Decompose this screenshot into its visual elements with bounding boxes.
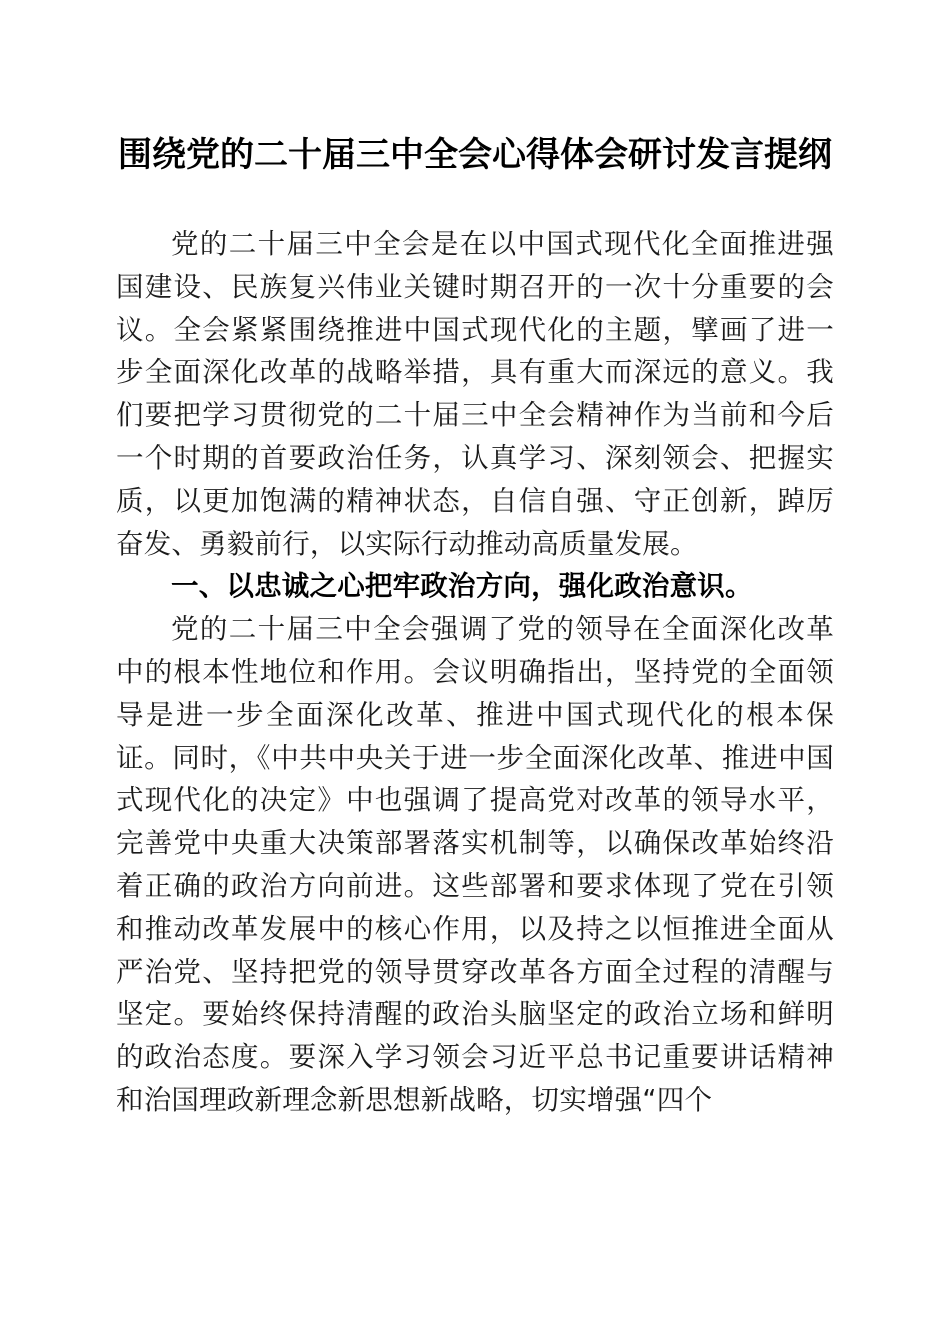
paragraph-intro: 党的二十届三中全会是在以中国式现代化全面推进强国建设、民族复兴伟业关键时期召开的一次十分重要的会议。全会紧紧围绕推进中国式现代化的主题，擘画了进一步全面深化改革的战略举措，具有重大而深远的意义。我们要把学习贯彻党的二十届三中全会精神作为当前和今后一个时期的首要政治任务，认真学习、深刻领会、把握实质，以更加饱满的精神状态，自信自强、守正创新，踔厉奋发、勇毅前行，以实际行动推动高质量发展。 — [116, 228, 834, 560]
page-title: 围绕党的二十届三中全会心得体会研讨发言提纲 — [118, 137, 832, 174]
section-heading-one: 一、以忠诚之心把牢政治方向，强化政治意识。 — [171, 570, 753, 603]
paragraph-section-one-body: 党的二十届三中全会强调了党的领导在全面深化改革中的根本性地位和作用。会议明确指出，坚持党的全面领导是进一步全面深化改革、推进中国式现代化的根本保证。同时，《中共中央关于进一步全面深化改革、推进中国式现代化的决定》中也强调了提高党对改革的领导水平，完善党中央重大决策部署落实机制等，以确保改革始终沿着正确的政治方向前进。这些部署和要求体现了党在引领和推动改革发展中的核心作用，以及持之以恒推进全面从严治党、坚持把党的领导贯穿改革各方面全过程的清醒与坚定。要始终保持清醒的政治头脑坚定的政治立场和鲜明的政治态度。要深入学习领会习近平总书记重要讲话精神和治国理政新理念新思想新战略，切实增强“四个 — [116, 613, 834, 1116]
title-spacer — [116, 181, 834, 223]
document-body — [116, 0, 834, 1122]
